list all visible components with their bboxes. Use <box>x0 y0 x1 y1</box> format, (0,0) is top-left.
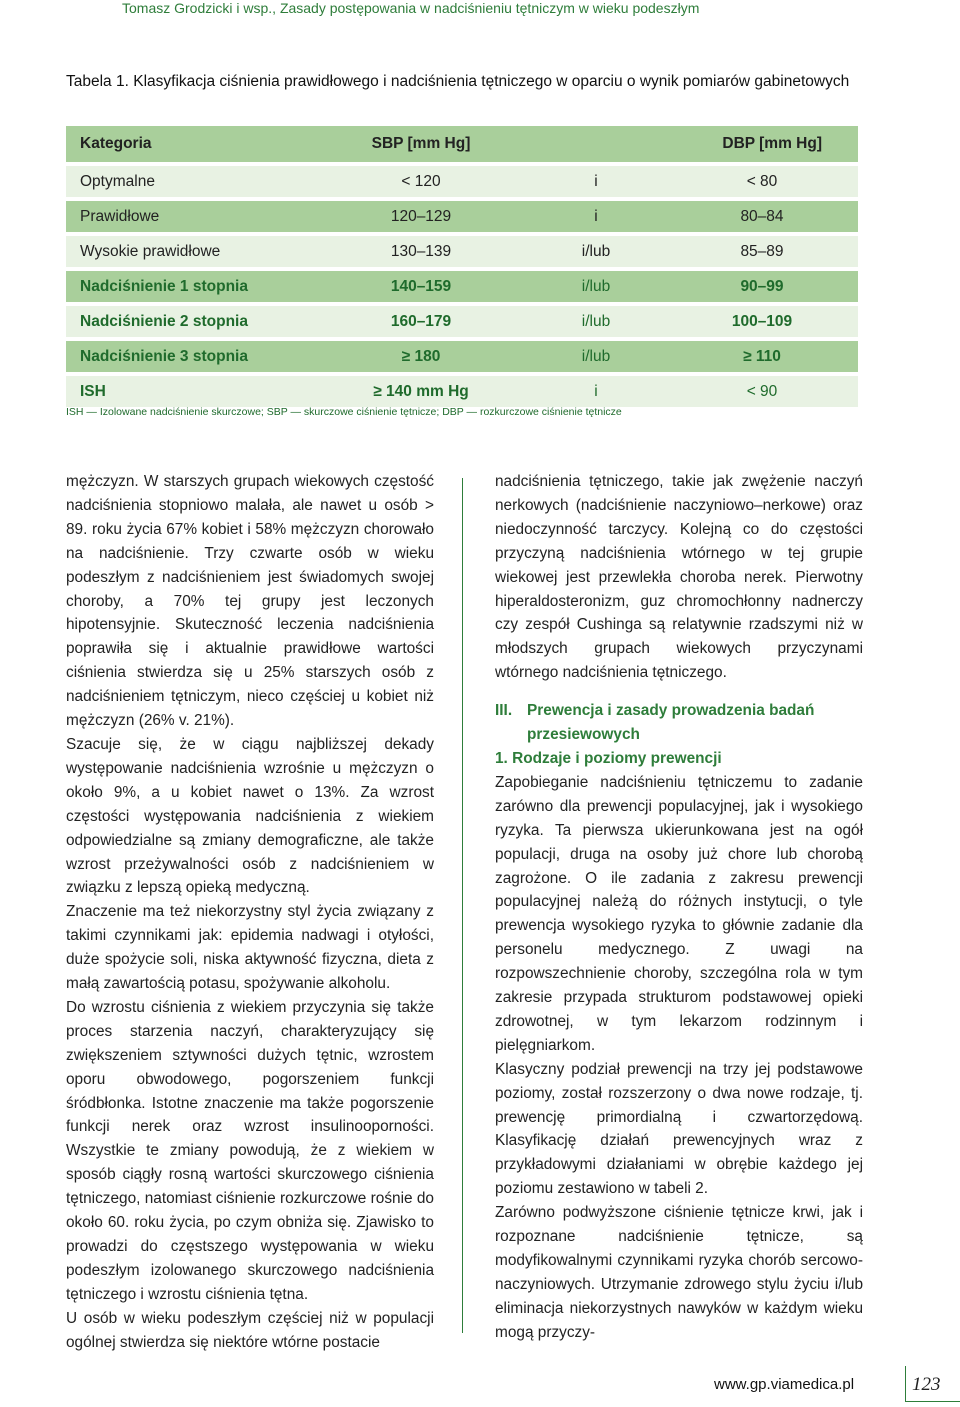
row-sbp: ≥ 180 <box>316 341 526 372</box>
header-sbp: SBP [mm Hg] <box>316 126 526 162</box>
row-category: ISH <box>66 376 316 407</box>
row-conj: i/lub <box>526 271 666 302</box>
running-header <box>0 0 960 22</box>
row-sbp: 140–159 <box>316 271 526 302</box>
header-dbp: DBP [mm Hg] <box>666 126 858 162</box>
table-caption <box>66 70 856 94</box>
body-paragraph: Szacuje się, że w ciągu najbliższej dekady występowanie nadciśnienia wzrośnie u mężczyzn o około 9%, a u kobiet nawet o 13%. Za wzrost częstości występowania nadciśnienia z wiekiem odpowiedzialne są zmiany demograficzne, ale także wzrost przeżywalności osób z nadciśnieniem w związku z lepszą opieką medyczną. <box>66 735 434 897</box>
row-category: Optymalne <box>66 166 316 197</box>
table-header-row <box>66 126 858 162</box>
row-category: Nadciśnienie 3 stopnia <box>66 341 316 372</box>
section-number: III. <box>495 702 513 720</box>
section-title: Prewencja i zasady prowadzenia badań przesiewowych <box>527 702 815 744</box>
row-sbp: < 120 <box>316 166 526 197</box>
row-sbp: 160–179 <box>316 306 526 337</box>
row-conj: i/lub <box>526 341 666 372</box>
table-row <box>66 271 858 302</box>
header-title: Zasady postępowania w nadciśnieniu tętniczym w wieku podeszłym <box>279 0 700 16</box>
body-paragraph: Zapobieganie nadciśnieniu tętniczemu to zadanie zarówno dla prewencji populacyjnej, jak i wysokiego ryzyka. Ta pierwsza ukierunkowana jest na ogół populacji, druga na osoby już chore lub chorobą zagrożone. O ile zadania z zakresu prewencji populacyjnej należą do różnych instytucji, o tyle prewencja wysokiego ryzyka to głównie zadanie dla personelu medycznego. Z uwagi na rozpowszechnienie choroby, szczególna rola w tym zakresie przypada strukturom podstawowej opieki zdrowotnej, w tym lekarzom rodzinnym i pielęgniarkom. <box>495 773 863 1054</box>
subsection-heading: 1. Rodzaje i poziomy prewencji <box>495 749 722 767</box>
body-paragraph: mężczyzn. W starszych grupach wiekowych częstość nadciśnienia stopniowo malała, ale nawet u osób > 89. roku życia 67% kobiet i 58% mężczyzn chorowało na nadciśnienie. Trzy czwarte osób w wieku podeszłym z nadciśnieniem jest świadomych swojej choroby, a 70% tej grupy jest leczonych hipotensyjnie. Skuteczność leczenia nadciśnienia poprawiła się i aktualnie prawidłowe wartości ciśnienia stwierdza się u 25% starszych osób z nadciśnieniem tętniczym, nieco częściej u kobiet niż mężczyzn (26% v. 21%). <box>66 473 434 730</box>
footer-divider <box>905 1366 906 1402</box>
row-dbp: 90–99 <box>666 271 858 302</box>
row-dbp: 85–89 <box>666 236 858 267</box>
row-dbp: < 80 <box>666 166 858 197</box>
body-paragraph: nadciśnienia tętniczego, takie jak zwężenie naczyń nerkowych (nadciśnienie naczyniowo–nerkowe) oraz niedoczynność tarczycy. Kolejną co do częstości przyczyną nadciśnienia wtórnego w tej grupie wiekowej jest przewlekła choroba nerek. Pierwotny hiperaldosteronizm, guz chromochłonny nadnerczy czy zespół Cushinga są relatywnie rzadszymi niż w młodszych grupach wiekowych przyczynami wtórnego nadciśnienia tętniczego. <box>495 473 863 682</box>
row-conj: i <box>526 201 666 232</box>
row-category: Prawidłowe <box>66 201 316 232</box>
row-dbp: 80–84 <box>666 201 858 232</box>
table-caption-text: Klasyfikacja ciśnienia prawidłowego i nadciśnienia tętniczego w oparciu o wynik pomiarów gabinetowych <box>133 73 850 90</box>
table-row <box>66 306 858 337</box>
section-heading <box>495 699 863 747</box>
body-paragraph: U osób w wieku podeszłym częściej niż w populacji ogólnej stwierdza się niektóre wtórne postacie <box>66 1309 434 1351</box>
header-conj <box>526 126 666 162</box>
body-paragraph: Znaczenie ma też niekorzystny styl życia związany z takimi czynnikami jak: epidemia nadwagi i otyłości, duże spożycie soli, niska aktywność fizyczna, dieta z małą zawartością potasu, spożywanie alkoholu. <box>66 903 434 993</box>
row-sbp: ≥ 140 mm Hg <box>316 376 526 407</box>
row-conj: i/lub <box>526 236 666 267</box>
body-paragraph: Do wzrostu ciśnienia z wiekiem przyczynia się także proces starzenia naczyń, charakteryzujący się zwiększeniem sztywności dużych tętnic, wzrostem oporu obwodowego, pogorszeniem funkcji śródbłonka. Istotne znaczenie ma także pogorszenie funkcji nerek oraz wzrost insulinooporności. Wszystkie te zmiany powodują, że z wiekiem w sposób ciągły rosną wartości skurczowego ciśnienia tętniczego, natomiast ciśnienie rozkurczowe rośnie do około 60. roku życia, po czym obniża się. Zjawisko to prowadzi do częstszego występowania w wieku podeszłym izolowanego skurczowego nadciśnienia tętniczego i wzrostu ciśnienia tętna. <box>66 998 434 1303</box>
row-category: Nadciśnienie 1 stopnia <box>66 271 316 302</box>
table-row <box>66 341 858 372</box>
row-dbp: < 90 <box>666 376 858 407</box>
row-category: Wysokie prawidłowe <box>66 236 316 267</box>
row-sbp: 120–129 <box>316 201 526 232</box>
body-paragraph: Klasyczny podział prewencji na trzy jej podstawowe poziomy, został rozszerzony o dwa nowe rodzaje, tj. prewencję primordialną i czwartorzędową. Klasyfikację działań prewencyjnych wraz z przykładowymi działaniami w obrębie każdego jej poziomu zestawiono w tabeli 2. <box>495 1060 863 1198</box>
table-footnote: ISH — Izolowane nadciśnienie skurczowe; SBP — skurczowe ciśnienie tętnicze; DBP — rozkurczowe ciśnienie tętnicze <box>66 406 622 418</box>
header-category: Kategoria <box>66 126 316 162</box>
table-caption-label: Tabela 1. <box>66 73 129 90</box>
footer-underline <box>905 1401 960 1402</box>
body-paragraph: Zarówno podwyższone ciśnienie tętnicze krwi, jak i rozpoznane nadciśnienie tętnicze, są modyfikowalnymi czynnikami ryzyka chorób sercowo-naczyniowych. Utrzymanie zdrowego stylu życiu i/lub eliminacja niekorzystnych nawyków w każdym wieku mogą przyczy- <box>495 1204 863 1341</box>
row-conj: i <box>526 376 666 407</box>
table-row <box>66 236 858 267</box>
column-divider <box>462 478 463 1333</box>
row-dbp: 100–109 <box>666 306 858 337</box>
right-column <box>495 470 863 1345</box>
row-sbp: 130–139 <box>316 236 526 267</box>
row-category: Nadciśnienie 2 stopnia <box>66 306 316 337</box>
table-row <box>66 201 858 232</box>
header-authors: Tomasz Grodzicki i wsp., <box>122 0 277 16</box>
row-dbp: ≥ 110 <box>666 341 858 372</box>
table-row <box>66 166 858 197</box>
footer-url: www.gp.viamedica.pl <box>714 1376 855 1393</box>
bp-classification-table <box>66 122 858 411</box>
table-row <box>66 376 858 407</box>
row-conj: i/lub <box>526 306 666 337</box>
page-number: 123 <box>912 1374 941 1395</box>
row-conj: i <box>526 166 666 197</box>
left-column <box>66 470 434 1355</box>
